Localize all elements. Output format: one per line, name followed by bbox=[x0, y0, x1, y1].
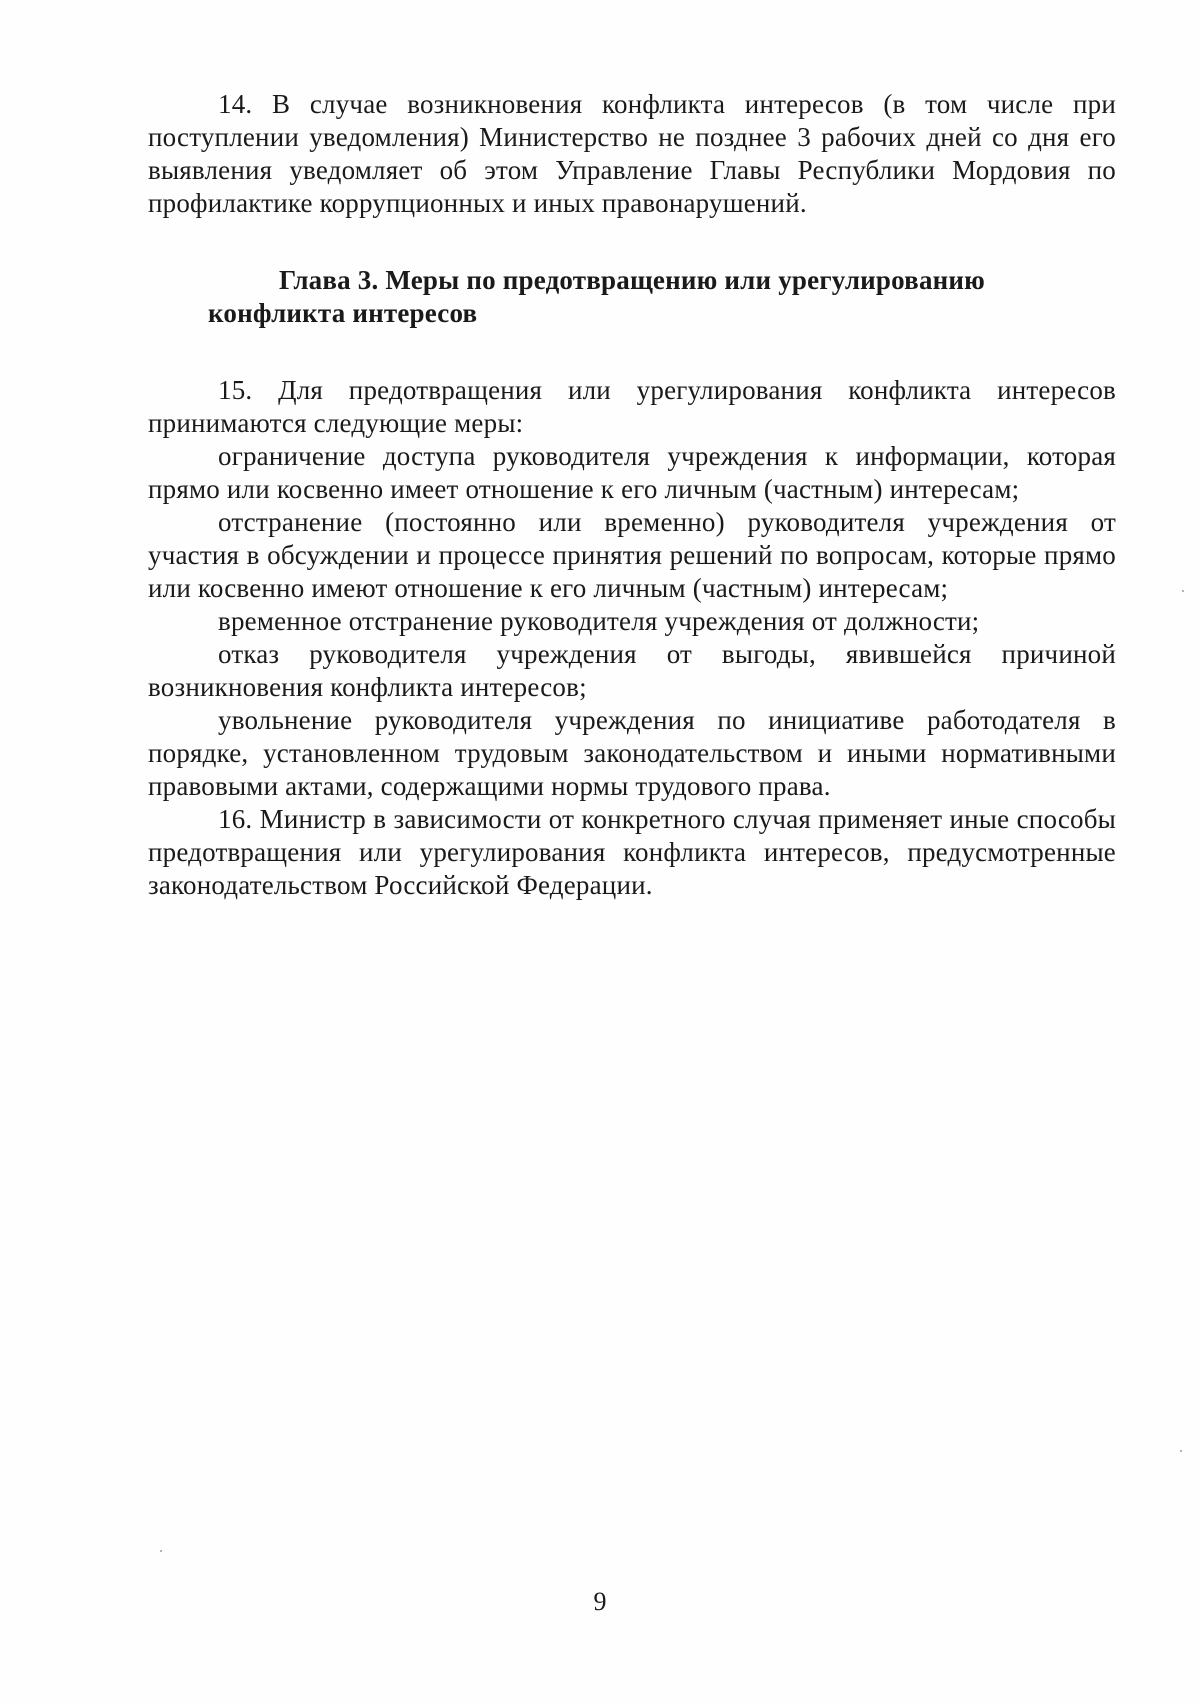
document-body bbox=[148, 88, 1116, 902]
paragraph-14: 14. В случае возникновения конфликта интересов (в том числе при поступлении уведомления) Министерство не позднее 3 рабочих дней со дня его выявления уведомляет об этом Управление Главы Республики Мордовия по профилактике коррупционных и иных правонарушений. bbox=[148, 89, 1116, 218]
measure-item: временное отстранение руководителя учреждения от должности; bbox=[218, 606, 980, 636]
measure-item: отказ руководителя учреждения от выгоды, явившейся причиной возникновения конфликта интересов; bbox=[148, 639, 1116, 702]
scan-speck bbox=[1182, 590, 1184, 592]
scan-speck bbox=[160, 1550, 162, 1552]
measure-item: отстранение (постоянно или временно) руководителя учреждения от участия в обсуждении и процессе принятия решений по вопросам, которые прямо или косвенно имеют отношение к его личным (частным) интересам; bbox=[148, 507, 1116, 603]
page-number: 9 bbox=[593, 1587, 607, 1616]
chapter-heading: Глава 3. Меры по предотвращению или урегулированию конфликта интересов bbox=[208, 265, 985, 328]
paragraph-16: 16. Министр в зависимости от конкретного случая применяет иные способы предотвращения или урегулирования конфликта интересов, предусмотренные законодательством Российской Федерации. bbox=[148, 804, 1116, 900]
measure-item: ограничение доступа руководителя учреждения к информации, которая прямо или косвенно имеет отношение к его личным (частным) интересам; bbox=[148, 441, 1116, 504]
measure-item: увольнение руководителя учреждения по инициативе работодателя в порядке, установленном трудовым законодательством и иными нормативными правовыми актами, содержащими нормы трудового права. bbox=[148, 705, 1116, 801]
scan-speck bbox=[1180, 1450, 1182, 1452]
paragraph-15: 15. Для предотвращения или урегулирования конфликта интересов принимаются следующие меры: bbox=[148, 375, 1116, 438]
